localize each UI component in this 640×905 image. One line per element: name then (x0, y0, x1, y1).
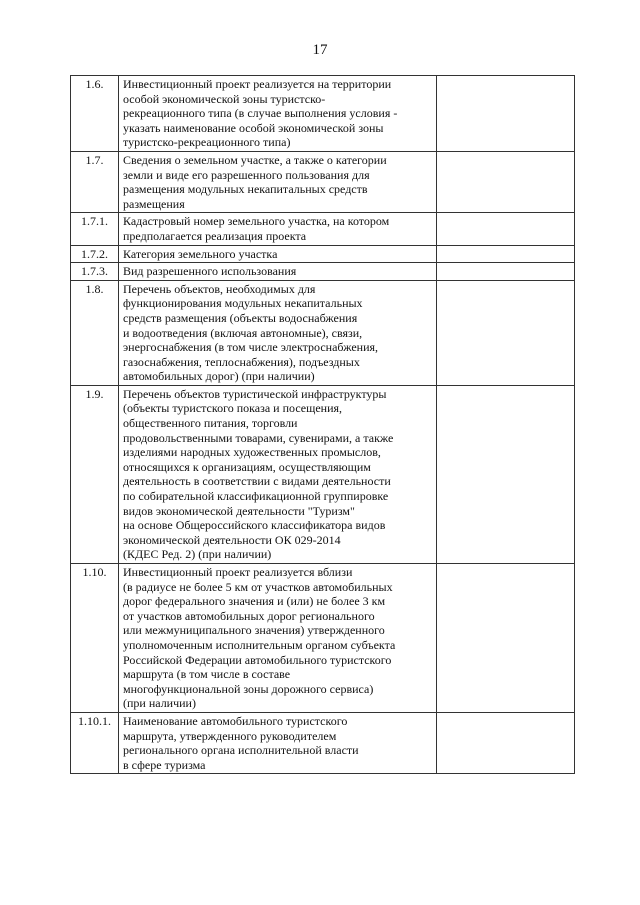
row-value-cell[interactable] (437, 385, 575, 563)
description-line: Вид разрешенного использования (123, 264, 297, 279)
row-value-cell[interactable] (437, 213, 575, 245)
description-line: деятельность в соответствии с видами деятельности (123, 474, 391, 489)
row-description (119, 280, 437, 385)
row-description (119, 76, 437, 152)
description-line: общественного питания, торговли (123, 416, 298, 431)
description-line: Перечень объектов туристической инфраструктуры (123, 386, 387, 401)
description-line: автомобильных дорог) (при наличии) (123, 369, 315, 384)
row-value-cell[interactable] (437, 76, 575, 152)
description-line: продовольственными товарами, сувенирами, а также (123, 430, 394, 445)
table-row (71, 76, 575, 152)
row-description (119, 151, 437, 212)
row-description (119, 263, 437, 281)
table-row (71, 245, 575, 263)
description-line: относящихся к организациям, осуществляющим (123, 459, 371, 474)
description-line: изделиями народных художественных промыслов, (123, 445, 381, 460)
table-row (71, 564, 575, 713)
description-line: многофункциональной зоны дорожного сервиса) (123, 681, 374, 696)
description-line: Сведения о земельном участке, а также о категории (123, 152, 387, 167)
description-line: по собирательной классификационной группировке (123, 489, 389, 504)
description-line: (при наличии) (123, 696, 196, 711)
description-line: газоснабжения, теплоснабжения), подъездных (123, 354, 360, 369)
description-line: Инвестиционный проект реализуется на территории (123, 77, 392, 91)
description-line: земли и виде его разрешенного пользования для (123, 167, 370, 182)
row-value-cell[interactable] (437, 280, 575, 385)
row-value-cell[interactable] (437, 151, 575, 212)
table-row (71, 385, 575, 563)
table-row (71, 712, 575, 773)
description-line: от участков автомобильных дорог регионального (123, 608, 375, 623)
table-row (71, 263, 575, 281)
description-line: функционирования модульных некапитальных (123, 296, 363, 311)
description-line: (КДЕС Ред. 2) (при наличии) (123, 547, 272, 562)
row-description (119, 245, 437, 263)
row-value-cell[interactable] (437, 245, 575, 263)
row-value-cell[interactable] (437, 564, 575, 713)
description-line: предполагается реализация проекта (123, 228, 307, 243)
description-line: туристско-рекреационного типа) (123, 135, 291, 150)
description-line: Наименование автомобильного туристского (123, 713, 348, 728)
description-line: дорог федерального значения и (или) не более 3 км (123, 594, 386, 609)
row-number: 1.6. (71, 76, 119, 152)
row-number: 1.7. (71, 151, 119, 212)
description-line: или межмуниципального значения) утвержденного (123, 623, 385, 638)
application-form-table (70, 75, 575, 774)
description-line: размещения модульных некапитальных средств (123, 182, 368, 197)
row-description (119, 712, 437, 773)
description-line: Кадастровый номер земельного участка, на котором (123, 214, 390, 229)
description-line: в сфере туризма (123, 757, 206, 772)
description-line: уполномоченным исполнительным органом субъекта (123, 637, 396, 652)
row-number: 1.7.1. (71, 213, 119, 245)
table-row (71, 213, 575, 245)
row-description (119, 564, 437, 713)
description-line: средств размещения (объекты водоснабжения (123, 310, 358, 325)
row-description (119, 213, 437, 245)
description-line: указать наименование особой экономической зоны (123, 120, 384, 135)
row-number: 1.7.2. (71, 245, 119, 263)
description-line: рекреационного типа (в случае выполнения условия - (123, 106, 398, 121)
description-line: видов экономической деятельности "Туризм" (123, 503, 355, 518)
description-line: Российской Федерации автомобильного туристского (123, 652, 392, 667)
description-line: и водоотведения (включая автономные), связи, (123, 325, 363, 340)
page-number: 17 (312, 42, 328, 58)
description-line: энергоснабжения (в том числе электроснабжения, (123, 340, 379, 355)
description-line: (объекты туристского показа и посещения, (123, 401, 343, 416)
row-number: 1.8. (71, 280, 119, 385)
row-number: 1.9. (71, 385, 119, 563)
description-line: Категория земельного участка (123, 246, 278, 261)
row-number: 1.7.3. (71, 263, 119, 281)
description-line: маршрута, утвержденного руководителем (123, 728, 337, 743)
row-description (119, 385, 437, 563)
row-value-cell[interactable] (437, 263, 575, 281)
row-value-cell[interactable] (437, 712, 575, 773)
row-number: 1.10.1. (71, 712, 119, 773)
table-row (71, 151, 575, 212)
table-row (71, 280, 575, 385)
description-line: (в радиусе не более 5 км от участков автомобильных (123, 579, 393, 594)
description-line: Инвестиционный проект реализуется вблизи (123, 565, 353, 579)
description-line: Перечень объектов, необходимых для (123, 281, 316, 296)
row-number: 1.10. (71, 564, 119, 713)
description-line: регионального органа исполнительной власти (123, 743, 359, 758)
description-line: размещения (123, 196, 185, 211)
description-line: маршрута (в том числе в составе (123, 667, 291, 682)
description-line: особой экономической зоны туристско- (123, 91, 326, 106)
description-line: экономической деятельности ОК 029-2014 (123, 532, 341, 547)
description-line: на основе Общероссийского классификатора видов (123, 518, 386, 533)
